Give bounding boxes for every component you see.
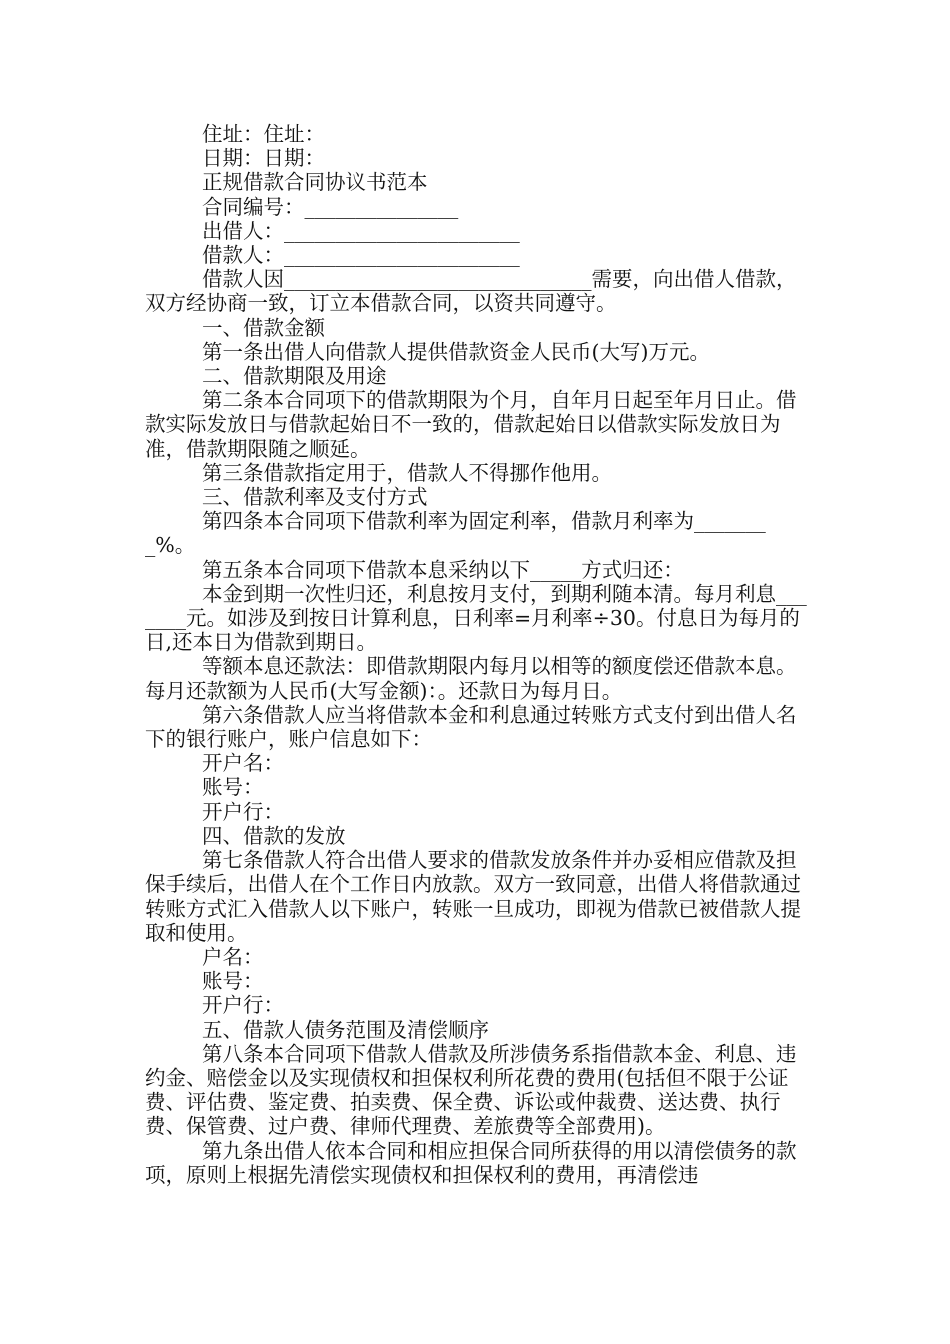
contract-number-line: 合同编号：_______________ <box>202 194 459 219</box>
contract-document <box>145 122 810 1187</box>
section-heading-4: 四、借款的发放 <box>202 823 346 848</box>
article-2: 第二条本合同项下的借款期限为个月，自年月日起至年月日止。借款实际发放日与借款起始日不一致的，借款起始日以借款实际发放日为准，借款期限随之顺延。 <box>145 388 797 461</box>
borrower-line: 借款人：_______________________ <box>202 243 520 268</box>
section-heading-5: 五、借款人债务范围及清偿顺序 <box>202 1017 489 1042</box>
date-line: 日期：日期： <box>202 146 325 171</box>
address-line: 住址：住址： <box>202 122 325 146</box>
repayment-option-2: 等额本息还款法：即借款期限内每月以相等的额度偿还借款本息。每月还款额为人民币(大写金额)：。还款日为每月日。 <box>145 654 797 703</box>
lender-account-bank: 开户行： <box>202 799 284 824</box>
article-9: 第九条出借人依本合同和相应担保合同所获得的用以清偿债务的款项，原则上根据先清偿实现债权和担保权利的费用，再清偿违 <box>145 1138 797 1187</box>
article-6: 第六条借款人应当将借款本金和利息通过转账方式支付到出借人名下的银行账户，账户信息如下： <box>145 702 797 752</box>
article-5: 第五条本合同项下借款本息采纳以下_____方式归还： <box>202 557 684 582</box>
lender-account-name: 开户名： <box>202 751 284 776</box>
borrower-account-number: 账号： <box>202 969 264 994</box>
article-1: 第一条出借人向借款人提供借款资金人民币(大写)万元。 <box>202 339 710 364</box>
article-7: 第七条借款人符合出借人要求的借款发放条件并办妥相应借款及担保手续后，出借人在个工作日内放款。双方一致同意，出借人将借款通过转账方式汇入借款人以下账户，转账一旦成功，即视为借款已被借款人提取和使用。 <box>145 848 801 945</box>
section-heading-2: 二、借款期限及用途 <box>202 364 387 389</box>
article-4: 第四条本合同项下借款利率为固定利率，借款月利率为________%。 <box>145 509 766 558</box>
document-title: 正规借款合同协议书范本 <box>202 170 428 195</box>
article-8: 第八条本合同项下借款人借款及所涉债务系指借款本金、利息、违约金、赔偿金以及实现债权和担保权利所花费的费用(包括但不限于公证费、评估费、鉴定费、拍卖费、保全费、诉讼或仲裁费、送达费、执行费、保管费、过户费、律师代理费、差旅费等全部费用)。 <box>145 1041 797 1139</box>
preamble-paragraph: 借款人因______________________________需要，向出借人借款，双方经协商一致，订立本借款合同，以资共同遵守。 <box>145 267 797 316</box>
section-heading-3: 三、借款利率及支付方式 <box>202 485 428 510</box>
lender-account-number: 账号： <box>202 775 264 800</box>
article-3: 第三条借款指定用于，借款人不得挪作他用。 <box>202 460 612 485</box>
borrower-account-name: 户名： <box>202 944 264 969</box>
lender-line: 出借人：_______________________ <box>202 218 520 243</box>
borrower-account-bank: 开户行： <box>202 993 284 1018</box>
repayment-option-1: 本金到期一次性归还，利息按月支付，到期利随本清。每月利息_______元。如涉及到按日计算利息，日利率=月利率÷30。付息日为每月的日,还本日为借款到期日。 <box>145 581 807 655</box>
section-heading-1: 一、借款金额 <box>202 315 325 340</box>
